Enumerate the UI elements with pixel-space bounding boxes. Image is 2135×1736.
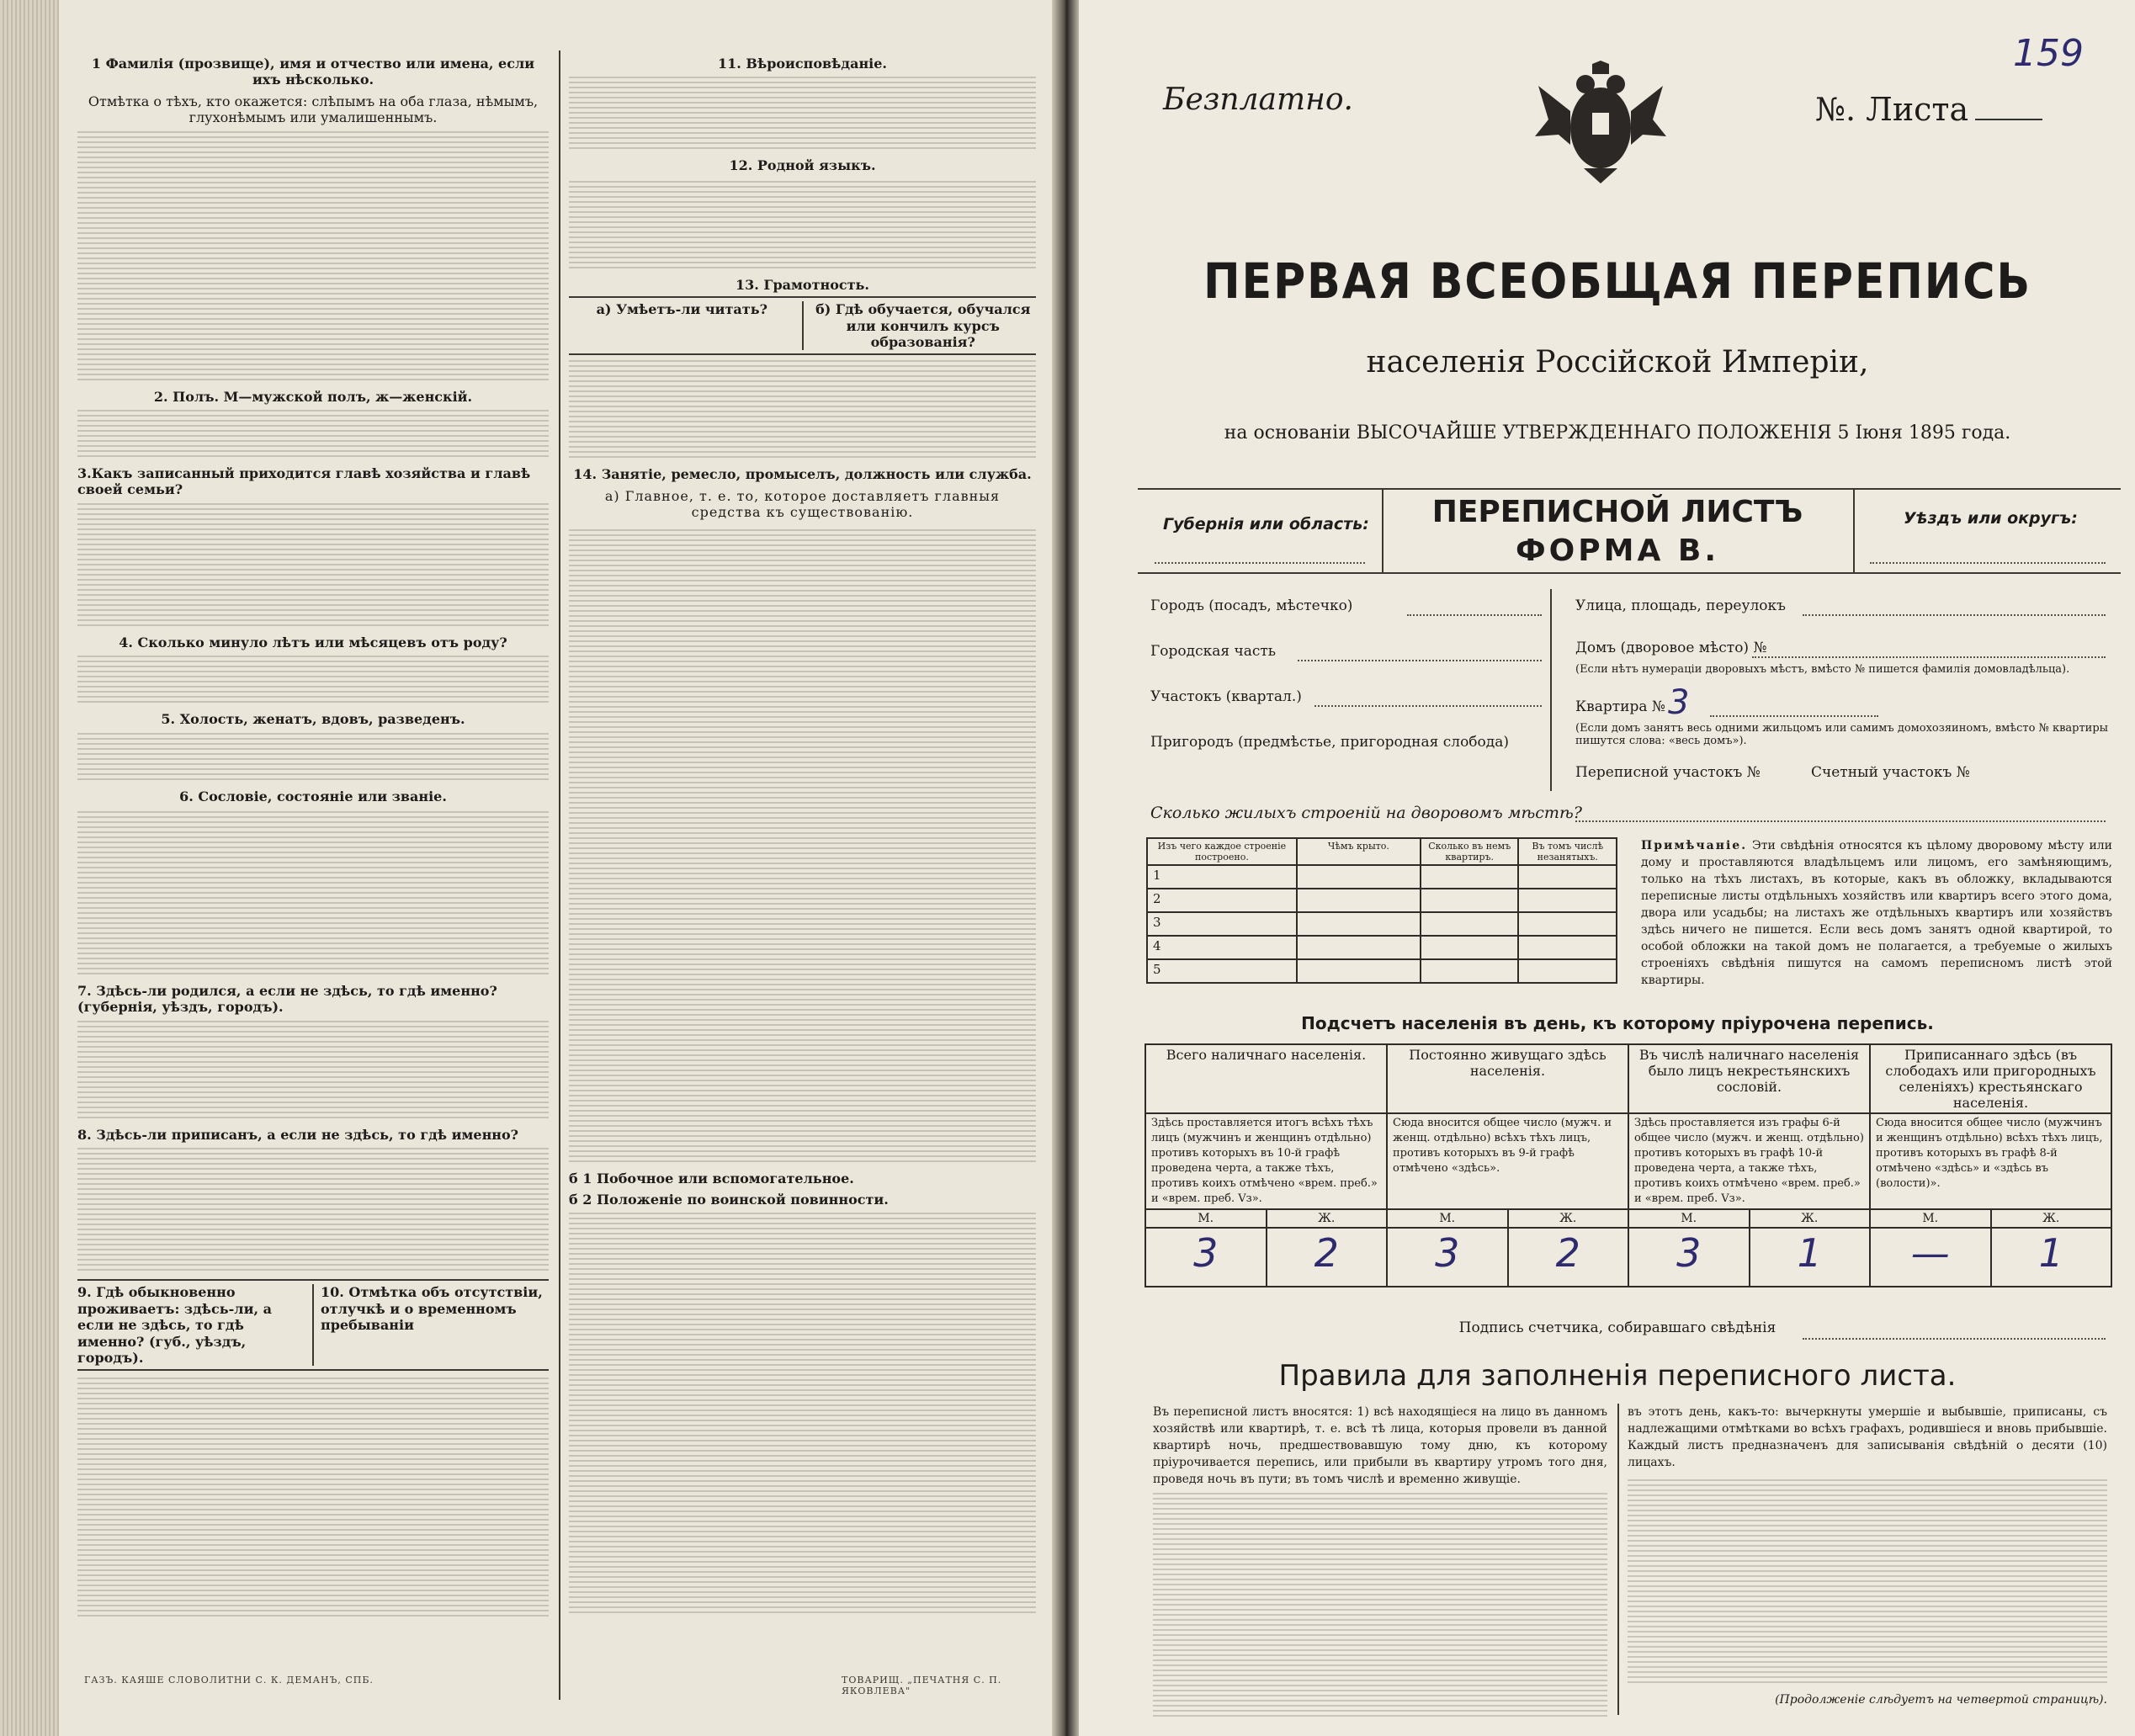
count-value: 3 bbox=[1628, 1228, 1750, 1287]
rule bbox=[1853, 488, 1855, 572]
table-description: Сюда вносится общее число (мужчинъ и женщинъ отдѣльно) всѣхъ тѣхъ лицъ, противъ которыхъ въ графѣ 8-й отмѣчено «здѣсь» и «здѣсь въ (волости)». bbox=[1870, 1113, 2111, 1209]
section-heading: 14. Занятіе, ремесло, промыселъ, должность или служба. bbox=[573, 466, 1032, 483]
section-heading: 9. Гдѣ обыкновенно проживаетъ: здѣсь-ли, а если не здѣсь, то гдѣ именно? (губ., уѣздъ, городъ). bbox=[77, 1284, 272, 1366]
rule bbox=[1138, 572, 2121, 574]
instructions-column-left bbox=[77, 50, 549, 1625]
section-heading: б 2 Положеніе по воинской повинности. bbox=[569, 1192, 889, 1208]
table-header: Въ числѣ наличнаго населенія было лицъ некрестьянскихъ сословій. bbox=[1628, 1044, 1870, 1113]
note-label: Примѣчаніе. bbox=[1641, 839, 1748, 852]
row-number: 4 bbox=[1147, 936, 1297, 959]
legal-basis: на основаніи ВЫСОЧАЙШЕ УТВЕРЖДЕННАГО ПОЛОЖЕНІЯ 5 Іюня 1895 года. bbox=[1224, 422, 2011, 443]
sex-label: М. bbox=[1628, 1209, 1750, 1228]
field-label: Пригородъ (предмѣстье, пригородная слобода) bbox=[1150, 734, 1510, 751]
section-heading: 10. Отмѣтка объ отсутствіи, отлучкѣ и о временномъ пребываніи bbox=[321, 1284, 543, 1334]
field-label: Улица, площадь, переулокъ bbox=[1575, 597, 1786, 614]
table-header: Приписаннаго здѣсь (въ слободахъ или пригородныхъ селеніяхъ) крестьянскаго населенія. bbox=[1870, 1044, 2111, 1113]
continued-note: (Продолженіе слѣдуетъ на четвертой страницѣ). bbox=[1775, 1693, 2107, 1707]
section-heading: 2. Полъ. М—мужской полъ, ж—женскій. bbox=[153, 388, 473, 405]
column-divider bbox=[1617, 1404, 1619, 1715]
section-heading: 5. Холость, женатъ, вдовъ, разведенъ. bbox=[161, 711, 465, 728]
section-heading: 3.Какъ записанный приходится главѣ хозяйства и главѣ своей семьи? bbox=[77, 465, 531, 498]
section-heading: 4. Сколько минуло лѣтъ или мѣсяцевъ отъ роду? bbox=[119, 634, 507, 650]
count-value: — bbox=[1870, 1228, 1991, 1287]
row-number: 1 bbox=[1147, 865, 1297, 889]
sex-label: М. bbox=[1387, 1209, 1508, 1228]
section-heading: 13. Грамотность. bbox=[736, 276, 869, 293]
apartment-number: 3 bbox=[1668, 683, 1690, 722]
table-header: Всего наличнаго населенія. bbox=[1145, 1044, 1387, 1113]
note-text: Эти свѣдѣнія относятся къ цѣлому дворовому мѣсту или дому и проставляются владѣльцемъ или лицомъ, его замѣняющимъ, только на тѣхъ листахъ, въ которые, какъ въ обложку, вкладываются переписные листы отдѣльныхъ хозяйствъ или квартиръ всего этого дома, двора или усадьбы; на листахъ же отдѣльныхъ квартиръ или хозяйствъ здѣсь ничего не пишется. Если весь домъ занятъ одной квартирой, то особой обложки на такой домъ не полагается, а требуемые о жилыхъ строеніяхъ свѣдѣнія пишутся на самомъ переписномъ листѣ этой квартиры. bbox=[1641, 839, 2112, 987]
rules-text: въ этотъ день, какъ-то: вычеркнуты умершіе и выбывшіе, приписаны, съ надлежащими отмѣтками во всѣхъ графахъ, родившіеся и вновь прибывшіе. Каждый листъ предназначенъ для записыванія свѣдѣній о десяти (10) лицахъ. bbox=[1628, 1405, 2107, 1469]
sex-label: М. bbox=[1870, 1209, 1991, 1228]
section-heading: 7. Здѣсь-ли родился, а если не здѣсь, то гдѣ именно? (губернія, уѣздъ, городъ). bbox=[77, 983, 497, 1016]
sex-label: Ж. bbox=[1508, 1209, 1629, 1228]
document-subtitle: населенія Россійской Имперіи, bbox=[1366, 345, 1869, 380]
form-name: ФОРМА В. bbox=[1515, 534, 1720, 568]
guberniya-label: Губернія или область: bbox=[1163, 515, 1369, 534]
section-heading: 6. Сословіе, состояніе или званіе. bbox=[179, 788, 447, 804]
row-number: 5 bbox=[1147, 959, 1297, 983]
right-page bbox=[1079, 0, 2135, 1736]
sheet-number: 159 bbox=[2013, 32, 2084, 75]
count-value: 1 bbox=[1750, 1228, 1871, 1287]
count-value: 1 bbox=[1991, 1228, 2112, 1287]
field-label: Домъ (дворовое мѣсто) № bbox=[1575, 640, 1767, 656]
table-header: Изъ чего каждое строеніе построено. bbox=[1147, 838, 1297, 865]
sex-label: Ж. bbox=[1750, 1209, 1871, 1228]
page-edge bbox=[0, 0, 59, 1736]
field-note: (Если нѣтъ нумераціи дворовыхъ мѣстъ, вмѣсто № пишется фамилія домовладѣльца). bbox=[1575, 663, 2070, 676]
rules-column-left bbox=[1153, 1404, 1607, 1725]
buildings-table bbox=[1146, 837, 1617, 984]
instructions-column-right bbox=[569, 50, 1036, 1622]
section-heading: 11. Вѣроисповѣданіе. bbox=[718, 56, 887, 72]
sex-label: Ж. bbox=[1267, 1209, 1388, 1228]
sheet-number-field bbox=[1815, 91, 2042, 128]
rules-column-right bbox=[1628, 1404, 2107, 1708]
rule bbox=[1138, 488, 2121, 490]
field-note: (Если домъ занятъ весь одними жильцомъ или самимъ домохозяиномъ, вмѣсто № квартиры пишутся слова: «весь домъ»). bbox=[1575, 722, 2109, 747]
count-value: 2 bbox=[1267, 1228, 1388, 1287]
table-description: Сюда вносится общее число (мужч. и женщ. отдѣльно) всѣхъ тѣхъ лицъ, противъ которыхъ въ 9-й графѣ отмѣчено «здѣсь». bbox=[1387, 1113, 1628, 1209]
population-count-table bbox=[1145, 1043, 2112, 1287]
field-label: Городская часть bbox=[1150, 643, 1277, 660]
section-text: б) Гдѣ обучается, обучался или кончилъ курсъ образованія? bbox=[815, 301, 1031, 351]
sheet-label: №. Листа bbox=[1815, 91, 1969, 128]
uezd-label: Уѣздъ или округъ: bbox=[1904, 509, 2078, 528]
rules-title: Правила для заполненія переписного листа. bbox=[1278, 1359, 1957, 1393]
note-block bbox=[1641, 837, 2112, 989]
table-description: Здѣсь проставляется итогъ всѣхъ тѣхъ лицъ (мужчинъ и женщинъ отдѣльно) противъ которыхъ въ 10-й графѣ проведена черта, а также тѣхъ, противъ коихъ отмѣчено «врем. преб.» и «врем. преб. Vз». bbox=[1145, 1113, 1387, 1209]
table-header: Въ томъ числѣ незанятыхъ. bbox=[1518, 838, 1617, 865]
sex-label: М. bbox=[1145, 1209, 1267, 1228]
field-label: Квартира № bbox=[1575, 698, 1665, 715]
sex-label: Ж. bbox=[1991, 1209, 2112, 1228]
section-heading: 8. Здѣсь-ли приписанъ, а если не здѣсь, то гдѣ именно? bbox=[77, 1126, 519, 1143]
book-spine bbox=[1052, 0, 1079, 1736]
section-heading: б 1 Побочное или вспомогательное. bbox=[569, 1170, 854, 1187]
column-divider bbox=[559, 50, 560, 1700]
rule bbox=[1550, 589, 1552, 791]
section-heading: 1 Фамилія (прозвище), имя и отчество или имена, если ихъ нѣсколько. bbox=[91, 56, 535, 88]
count-title: Подсчетъ населенія въ день, къ которому пріурочена перепись. bbox=[1301, 1013, 1934, 1033]
free-label: Безплатно. bbox=[1163, 82, 1353, 117]
table-description: Здѣсь проставляется изъ графы 6-й общее число (мужч. и женщ. отдѣльно) противъ которыхъ въ графѣ 10-й проведена черта, а также тѣхъ, противъ коихъ отмѣчено «врем. преб.» и «врем. преб. Vз». bbox=[1628, 1113, 1870, 1209]
table-header: Постоянно живущаго здѣсь населенія. bbox=[1387, 1044, 1628, 1113]
field-label: Переписной участокъ № bbox=[1575, 764, 1761, 781]
form-title: ПЕРЕПИСНОЙ ЛИСТЪ bbox=[1431, 495, 1803, 529]
left-page bbox=[0, 0, 1052, 1736]
imperial-eagle-icon bbox=[1533, 61, 1668, 187]
section-text: а) Главное, т. е. то, которое доставляетъ главныя средства къ существованію. bbox=[604, 487, 1001, 521]
field-label: Городъ (посадъ, мѣстечко) bbox=[1150, 597, 1353, 614]
section-heading: a) Умѣетъ-ли читать? bbox=[596, 301, 767, 318]
table-header: Чѣмъ крыто. bbox=[1297, 838, 1421, 865]
signature-label: Подпись счетчика, собиравшаго свѣдѣнія bbox=[1458, 1319, 1777, 1336]
row-number: 3 bbox=[1147, 912, 1297, 936]
imprint: ТОВАРИЩ. „ПЕЧАТНЯ С. П. ЯКОВЛЕВА" bbox=[842, 1675, 1002, 1696]
count-value: 2 bbox=[1508, 1228, 1629, 1287]
field-label: Участокъ (квартал.) bbox=[1150, 688, 1302, 705]
count-value: 3 bbox=[1387, 1228, 1508, 1287]
section-text: Отмѣтка о тѣхъ, кто окажется: слѣпымъ на оба глаза, нѣмымъ, глухонѣмымъ или умалишеннымъ. bbox=[88, 93, 539, 126]
imprint: ГАЗЪ. КАЯШЕ СЛОВОЛИТНИ С. К. ДЕМАНЪ, СПБ. bbox=[84, 1675, 374, 1686]
buildings-question: Сколько жилыхъ строеній на дворовомъ мѣстѣ? bbox=[1150, 804, 1582, 822]
section-heading: 12. Родной языкъ. bbox=[729, 157, 876, 174]
field-label: Счетный участокъ № bbox=[1811, 764, 1970, 781]
document-title: ПЕРВАЯ ВСЕОБЩАЯ ПЕРЕПИСЬ bbox=[1203, 252, 2031, 310]
count-value: 3 bbox=[1145, 1228, 1267, 1287]
rules-text: Въ переписной листъ вносятся: 1) всѣ находящіеся на лицо въ данномъ хозяйствѣ или квартирѣ, т. е. всѣ тѣ лица, которыя провели въ данной квартирѣ ночь, предшествовавшую тому дню, къ которому пріурочивается перепись, или прибыли въ квартиру утромъ того дня, проведя ночь въ пути; въ томъ числѣ и временно живущіе. bbox=[1153, 1405, 1607, 1486]
table-header: Сколько въ немъ квартиръ. bbox=[1421, 838, 1519, 865]
row-number: 2 bbox=[1147, 889, 1297, 912]
